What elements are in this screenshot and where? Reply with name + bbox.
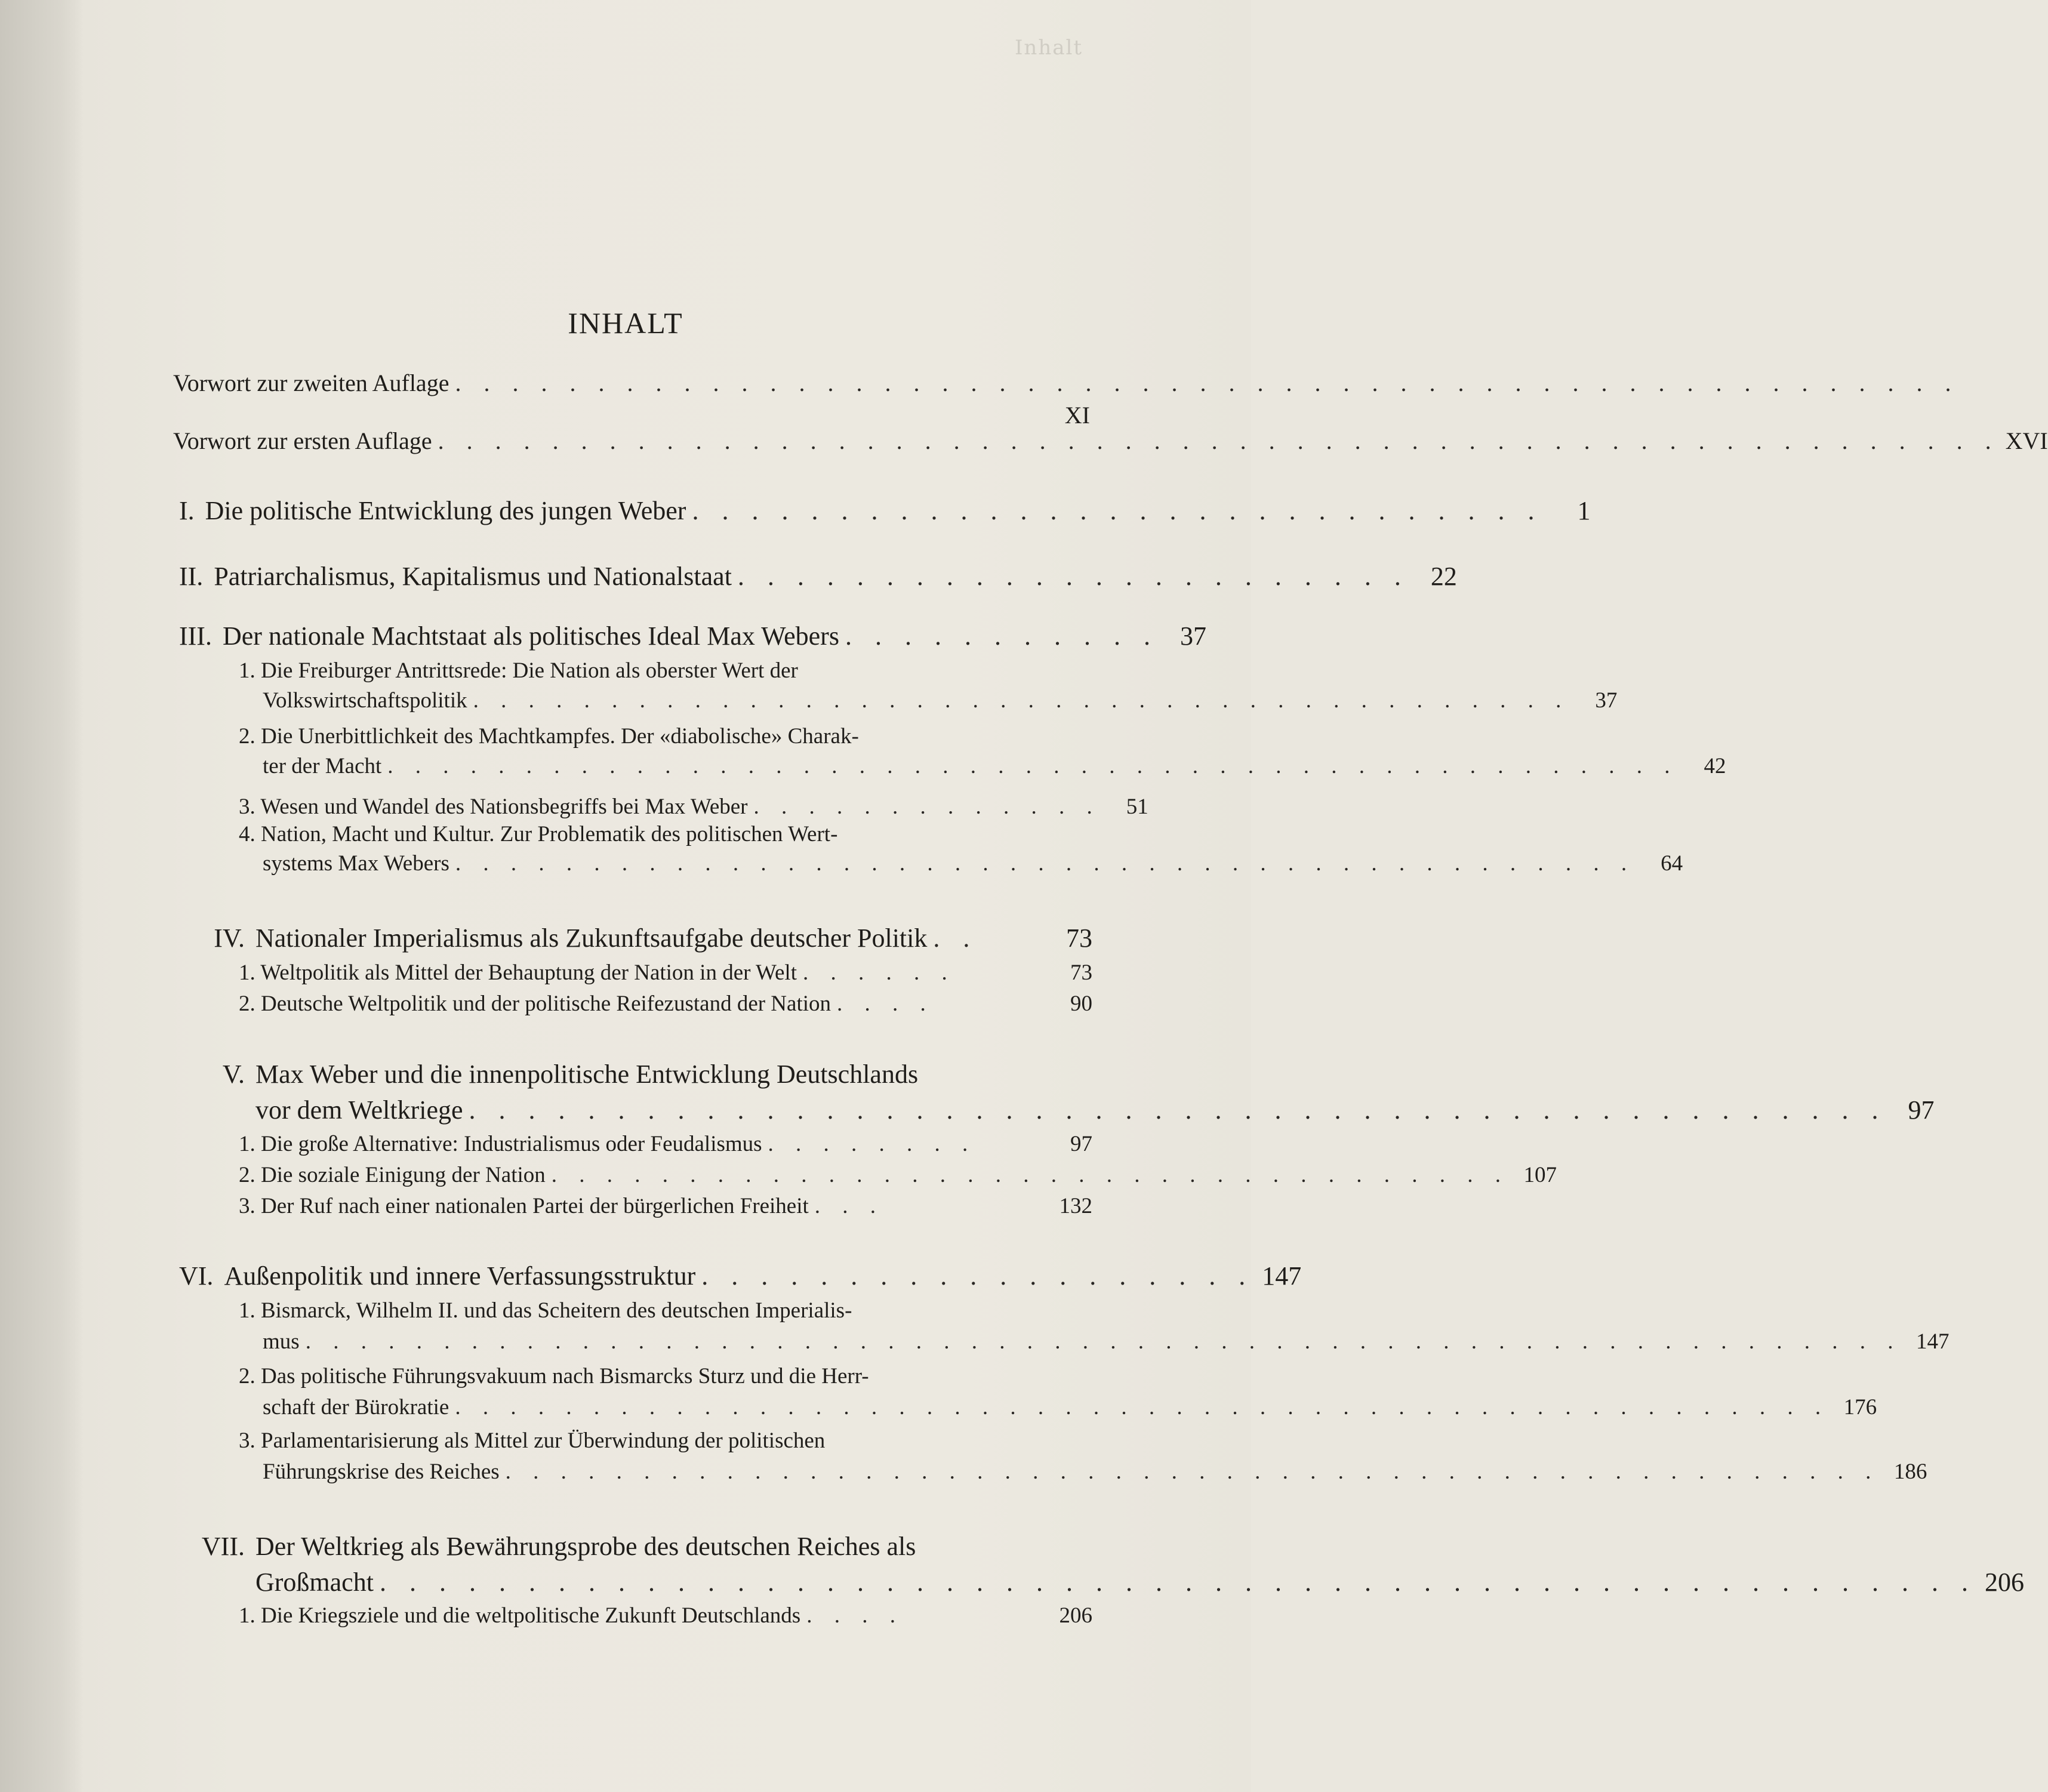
toc-section-6-1-l2[interactable] <box>263 1329 1950 1354</box>
entry-page: XVI <box>2005 427 2048 454</box>
chapter-page: 206 <box>1984 1568 2024 1597</box>
leader-dots: . . . . . . . . . . . . . . . . . . . . . . . . . . . . . . . . . . . . . . . . . . . . . . . . . . . . . . . <box>438 427 2000 454</box>
chapter-page: 73 <box>1066 923 1092 953</box>
toc-section-3-2-l2[interactable] <box>263 753 1726 779</box>
chapter-title: Der nationale Machtstaat als politisches Ideal Max Webers <box>222 621 839 651</box>
toc-section-3-3[interactable] <box>239 794 1148 820</box>
chapter-numeral: V. <box>222 1060 245 1089</box>
chapter-numeral: II. <box>179 562 204 591</box>
leader-dots: . . . . . . . . . . . . . . . . . . . . . . . . . . . . . . . . . . . . . . . . . . . . . . . <box>387 754 1679 778</box>
section-page: 176 <box>1843 1395 1877 1420</box>
toc-section-5-3[interactable] <box>239 1193 1092 1219</box>
toc-section-6-3-l1[interactable] <box>239 1428 1027 1454</box>
section-title-line2: Führungskrise des Reiches <box>263 1460 500 1484</box>
section-page: 51 <box>1126 795 1148 819</box>
section-title-line2: mus <box>263 1329 300 1354</box>
entry-label: Vorwort zur ersten Auflage <box>173 427 432 454</box>
leader-dots: . . . . . . . . . . . . . . . . . . . . . . . . . . . . . . . . . . . . . . . . . . . . . . . . <box>469 1095 1887 1125</box>
leader-dots: . . . . . . . . . . . . . . . . . . . . . . . . . . . . . . . . . . . <box>551 1163 1510 1187</box>
toc-section-4-1[interactable] <box>239 960 1092 986</box>
chapter-numeral: I. <box>179 496 195 525</box>
chapter-page: 97 <box>1908 1095 1935 1125</box>
toc-chapter-7-l2[interactable] <box>255 1567 2024 1597</box>
chapter-title: Nationaler Imperialismus als Zukunftsaufgabe deutscher Politik <box>255 923 928 953</box>
chapter-numeral: VII. <box>201 1532 245 1561</box>
leader-dots: . . . . . . . . . . . . . . . . . . . . . . . . . . . . . . . . . . . . . . . . . . . . . . . . . . . . . . <box>379 1568 1976 1597</box>
toc-section-7-1[interactable] <box>239 1603 1092 1628</box>
section-title: 3. Der Ruf nach einer nationalen Partei der bürgerlichen Freiheit <box>239 1194 809 1218</box>
section-title-line2: schaft der Bürokratie <box>263 1395 449 1420</box>
section-title: 1. Die Kriegsziele und die weltpolitische Zukunft Deutschlands <box>239 1603 801 1628</box>
leader-dots: . . . . . . . . . . . . . . . . . . . . . . . <box>737 562 1409 591</box>
section-title: 1. Die große Alternative: Industrialismus oder Feudalismus <box>239 1132 762 1156</box>
leader-dots: . . . . . . . . <box>768 1132 977 1156</box>
leader-dots: . . . . . . . . . . . . . . . . . . . . . . . . . . . . . . . . . . . . . . . . . . . . . . . . . . <box>455 1395 1830 1420</box>
section-page: 147 <box>1915 1329 1950 1354</box>
toc-chapter-1[interactable] <box>179 495 1591 526</box>
chapter-page: 147 <box>1262 1261 1302 1291</box>
section-page: 186 <box>1893 1460 1927 1484</box>
chapter-numeral: VI. <box>179 1261 214 1291</box>
section-title-line1: 1. Die Freiburger Antrittsrede: Die Nation als oberster Wert der <box>239 658 798 683</box>
book-spine-shadow <box>0 0 84 1792</box>
section-title-line1: 4. Nation, Macht und Kultur. Zur Problematik des politischen Wert- <box>239 822 838 846</box>
chapter-title: Die politische Entwicklung des jungen Weber <box>205 496 686 525</box>
toc-section-3-1-l1[interactable] <box>239 658 1027 683</box>
leader-dots: . . . . . . . . . . . <box>845 621 1159 651</box>
leader-dots: . . . . . . . . . . . . . . . . . . . . . . . . . . . . . . . . . . . . . . . . <box>473 688 1570 713</box>
toc-section-6-2-l1[interactable] <box>239 1363 1027 1389</box>
section-title: 2. Deutsche Weltpolitik und der politische Reifezustand der Nation <box>239 992 831 1016</box>
toc-entry-vorwort-1[interactable] <box>173 427 2048 455</box>
entry-label: Vorwort zur zweiten Auflage <box>173 370 449 396</box>
toc-chapter-6[interactable] <box>179 1261 1302 1291</box>
toc-entry-vorwort-2[interactable] <box>173 369 1960 397</box>
section-title-line1: 2. Das politische Führungsvakuum nach Bismarcks Sturz und die Herr- <box>239 1364 869 1388</box>
chapter-title-line2: vor dem Weltkriege <box>255 1095 463 1125</box>
section-title-line1: 1. Bismarck, Wilhelm II. und das Scheitern des deutschen Imperialis- <box>239 1298 852 1323</box>
toc-section-6-3-l2[interactable] <box>263 1459 1927 1485</box>
chapter-page: 37 <box>1179 621 1206 651</box>
section-title-line1: 3. Parlamentarisierung als Mittel zur Überwindung der politischen <box>239 1428 826 1453</box>
section-page: 132 <box>1059 1194 1092 1218</box>
chapter-page: 22 <box>1430 562 1457 591</box>
section-page: 64 <box>1661 851 1683 876</box>
leader-dots: . . . . <box>806 1603 904 1628</box>
chapter-numeral: IV. <box>214 923 245 953</box>
chapter-page: 1 <box>1577 496 1591 525</box>
leader-dots: . . . . . . . . . . . . . . . . . . . . . . . . . . . . . . . . . . . . . . . . . . . . . . . . . . <box>505 1460 1880 1484</box>
leader-dots: . . . . . . . . . . . . . <box>753 795 1101 819</box>
chapter-title-line1: Der Weltkrieg als Bewährungsprobe des deutschen Reiches als <box>255 1532 916 1561</box>
section-page: 107 <box>1523 1163 1557 1187</box>
toc-chapter-5-l2[interactable] <box>255 1095 1935 1125</box>
section-page: 97 <box>1070 1132 1092 1156</box>
leader-dots: . . . . . . <box>802 960 956 985</box>
leader-dots: . . . . . . . . . . . . . . . . . . . . . . . . . . . . . . . . . . . . . . . . . . . . . . . . . . . . . <box>455 370 1960 396</box>
leader-dots: . . . . . . . . . . . . . . . . . . . . . . . . . . . . . . . . . . . . . . . . . . . <box>455 851 1636 876</box>
section-page: 73 <box>1070 960 1092 985</box>
header-bleed-through: Inhalt <box>1015 36 1083 60</box>
toc-chapter-2[interactable] <box>179 561 1457 592</box>
chapter-title: Außenpolitik und innere Verfassungsstruktur <box>224 1261 696 1291</box>
section-page: 37 <box>1595 688 1618 713</box>
section-title-line1: 2. Die Unerbittlichkeit des Machtkampfes. Der «diabolische» Charak- <box>239 724 859 749</box>
toc-section-4-2[interactable] <box>239 991 1092 1017</box>
leader-dots: . . . . . . . . . . . . . . . . . . . . . . . . . . . . . <box>692 496 1543 525</box>
section-title-line2: systems Max Webers <box>263 851 449 876</box>
section-page: 90 <box>1070 992 1092 1016</box>
toc-section-3-4-l1[interactable] <box>239 821 1027 847</box>
toc-section-3-4-l2[interactable] <box>263 851 1683 876</box>
toc-section-3-1-l2[interactable] <box>263 688 1618 713</box>
toc-chapter-3[interactable] <box>179 621 1206 651</box>
toc-section-6-2-l2[interactable] <box>263 1394 1877 1420</box>
page-title: INHALT <box>568 306 683 340</box>
leader-dots: . . . <box>814 1194 885 1218</box>
toc-section-3-2-l1[interactable] <box>239 723 1027 749</box>
section-title: 3. Wesen und Wandel des Nationsbegriffs bei Max Weber <box>239 795 748 819</box>
chapter-numeral: III. <box>179 621 212 651</box>
section-title: 2. Die soziale Einigung der Nation <box>239 1163 546 1187</box>
leader-dots: . . . . . . . . . . . . . . . . . . . . . . . . . . . . . . . . . . . . . . . . . . . . . . . . . . . . . . . . . . <box>305 1329 1902 1354</box>
toc-chapter-5-l1[interactable] <box>179 1059 1051 1089</box>
chapter-title-line2: Großmacht <box>255 1568 374 1597</box>
toc-chapter-7-l1[interactable] <box>179 1531 1051 1562</box>
leader-dots: . . . . . . . . . . . . . . . . . . . <box>701 1261 1254 1291</box>
section-title-line2: ter der Macht <box>263 754 382 778</box>
entry-page: XI <box>1064 402 1090 429</box>
chapter-title: Patriarchalismus, Kapitalismus und Nationalstaat <box>214 562 732 591</box>
section-page: 206 <box>1059 1603 1092 1628</box>
leader-dots: . . <box>933 923 978 953</box>
toc-chapter-4[interactable] <box>179 923 1092 953</box>
toc-section-6-1-l1[interactable] <box>239 1298 1027 1323</box>
leader-dots: . . . . <box>837 992 934 1016</box>
section-title-line2: Volkswirtschaftspolitik <box>263 688 467 713</box>
section-page: 42 <box>1704 754 1726 778</box>
toc-section-5-2[interactable] <box>239 1162 1557 1188</box>
toc-section-5-1[interactable] <box>239 1131 1092 1157</box>
chapter-title-line1: Max Weber und die innenpolitische Entwicklung Deutschlands <box>255 1060 919 1089</box>
section-title: 1. Weltpolitik als Mittel der Behauptung der Nation in der Welt <box>239 960 797 985</box>
